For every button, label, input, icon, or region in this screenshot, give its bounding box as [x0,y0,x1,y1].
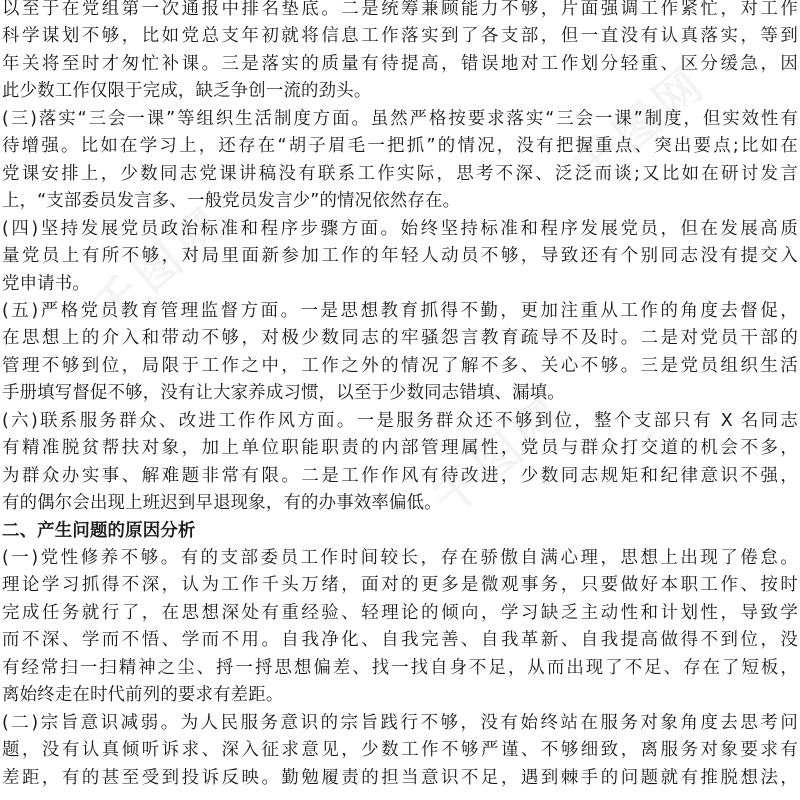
text-line: (三)落实“三会一课”等组织生活制度方面。虽然严格按要求落实“三会一课”制度，但实效性有 [2,108,798,129]
text-line: 上，“支部委员发言多、一般党员发言少”的情况依然存在。 [2,191,461,212]
text-line: 为群众办实事、解难题非常有限。二是工作作风有待改进，少数同志规矩和纪律意识不强， [2,465,798,486]
text-line: (一)党性修养不够。有的支部委员工作时间较长，存在骄傲自满心理，思想上出现了倦怠。 [2,548,798,568]
text-line: 党申请书。 [2,273,90,294]
text-line: 待增强。比如在学习上，还存在“胡子眉毛一把抓”的情况，没有把握重点、突出要点;比如在 [2,136,798,157]
text-line: (六)联系服务群众、改进工作作风方面。一是服务群众还不够到位，整个支部只有 X 名同志 [2,410,798,431]
text-line: 题，没有认真倾听诉求、深入征求意见，少数工作不够严谨、不够细致，离服务对象要求有 [2,740,798,761]
watermark: 千图网 [422,384,578,527]
text-line: 党课安排上，少数同志党课讲稿没有联系工作实际，思考不深、泛泛而谈;又比如在研讨发言 [2,163,798,184]
text-line: 离始终走在时代前列的要求有差距。 [2,685,284,706]
section-heading: 二、产生问题的原因分析 [2,520,196,541]
text-line: 完成任务就行了，在思想深处有重经验、轻理论的倾向，学习缺乏主动性和计划性，导致学 [2,602,798,623]
text-line: (二)宗旨意识减弱。为人民服务意识的宗旨践行不够，没有始终站在服务对象角度去思考问 [2,712,798,733]
text-line: 以至于在党组第一次通报中排名垫底。二是统筹兼顾能力不够，片面强调工作紧忙，对工作 [2,0,798,19]
text-line: 而不深、学而不悟、学而不用。自我净化、自我完善、自我革新、自我提高做得不到位，没 [2,630,798,651]
text-line: 此少数工作仅限于完成，缺乏争创一流的劲头。 [2,81,372,102]
watermark: 千图网 [82,194,238,337]
text-line: 有的偶尔会出现上班迟到早退现象，有的办事效率偏低。 [2,493,442,514]
watermark: 千图网 [562,54,718,197]
text-line: 有经常扫一扫精神之尘、捋一捋思想偏差、找一找自身不足，从而出现了不足、存在了短板， [2,657,798,678]
text-line: 有精准脱贫帮扶对象，加上单位职能职责的内部管理属性，党员与群众打交道的机会不多， [2,438,798,459]
text-line: 科学谋划不够，比如党总支年初就将信息工作落实到了各支部，但一直没有认真落实，等到 [2,26,798,47]
text-line: 理论学习抓得不深，认为工作千头万绪，面对的更多是微观事务，只要做好本职工作、按时 [2,575,798,596]
text-line: 年关将至时才匆忙补课。三是落实的质量有待提高，错误地对工作划分轻重、区分缓急，因 [2,53,798,74]
text-line: 差距，有的甚至受到投诉反映。勤勉履责的担当意识不足，遇到棘手的问题就有推脱想法， [2,767,798,788]
text-line: 管理不够到位，局限于工作之中，工作之外的情况了解不多、关心不够。三是党员组织生活 [2,355,798,376]
text-line: (四)坚持发展党员政治标准和程序步骤方面。始终坚持标准和程序发展党员，但在发展高质 [2,218,798,239]
text-line: 手册填写督促不够，没有让大家养成习惯，以至于少数同志错填、漏填。 [2,383,565,404]
text-line: (五)严格党员教育管理监督方面。一是思想教育抓得不勤，更加注重从工作的角度去督促， [2,300,798,321]
text-line: 量党员上有所不够，对局里面新参加工作的年轻人动员不够，导致还有个别同志没有提交入 [2,246,798,267]
text-line: 在思想上的介入和带动不够，对极少数同志的牢骚怨言教育疏导不及时。二是对党员干部的 [2,328,798,349]
